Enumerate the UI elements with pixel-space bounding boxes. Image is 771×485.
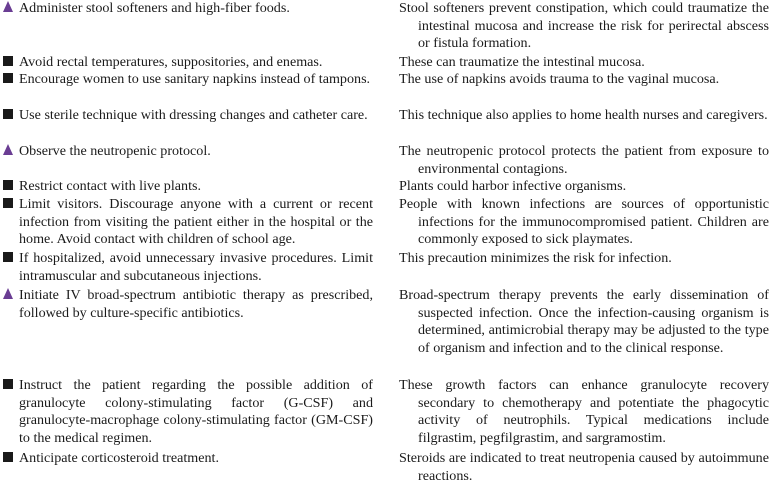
intervention-text: Anticipate corticosteroid treatment. — [19, 450, 219, 466]
rationale-text: Steroids are indicated to treat neutropenia caused by autoimmune reactions. — [399, 450, 769, 484]
square-bullet-icon — [3, 377, 19, 395]
rationale-text: Broad-spectrum therapy prevents the early dissemination of suspected infection. Once the infection-causing organism is determined, antimicrobial therapy may be adjusted to the type of organism and infection and to the clinical response. — [399, 287, 769, 356]
intervention-cell — [3, 287, 373, 322]
intervention-text: Instruct the patient regarding the possible addition of granulocyte colony-stimulating factor (G-CSF) and granulocyte-macrophage colony-stimulating factor (GM-CSF) to the medical regimen. — [19, 377, 373, 446]
rationale-cell — [399, 54, 769, 72]
rationale-text: These can traumatize the intestinal mucosa. — [399, 54, 645, 70]
rationale-text: People with known infections are sources of opportunistic infections for the immunocompromised patient. Children are commonly exposed to sick playmates. — [399, 196, 769, 247]
intervention-text: Limit visitors. Discourage anyone with a current or recent infection from visiting the patient either in the hospital or the home. Avoid contact with children of school age. — [19, 196, 373, 247]
intervention-text: Avoid rectal temperatures, suppositories, and enemas. — [19, 54, 323, 70]
rationale-text: The neutropenic protocol protects the patient from exposure to environmental contagions. — [399, 143, 769, 177]
triangle-bullet-icon — [3, 0, 19, 18]
rationale-text: This technique also applies to home health nurses and caregivers. — [399, 107, 768, 123]
intervention-cell — [3, 143, 373, 161]
rationale-text: This precaution minimizes the risk for infection. — [399, 250, 672, 266]
intervention-cell — [3, 377, 373, 447]
intervention-cell — [3, 178, 373, 196]
rationale-cell — [399, 107, 769, 125]
square-bullet-icon — [3, 71, 19, 89]
rationale-text: The use of napkins avoids trauma to the vaginal mucosa. — [399, 71, 720, 87]
rationale-cell — [399, 143, 769, 178]
triangle-bullet-icon — [3, 143, 19, 161]
square-bullet-icon — [3, 54, 19, 72]
intervention-cell — [3, 250, 373, 285]
rationale-text: Plants could harbor infective organisms. — [399, 178, 627, 194]
rationale-cell — [399, 377, 769, 447]
rationale-cell — [399, 196, 769, 249]
intervention-text: Restrict contact with live plants. — [19, 178, 202, 194]
intervention-cell — [3, 107, 373, 125]
intervention-cell — [3, 71, 373, 89]
rationale-cell — [399, 71, 769, 89]
rationale-text: These growth factors can enhance granulocyte recovery secondary to chemotherapy and potentiate the phagocytic activity of neutrophils. Typical medications include filgrastim, pegfilgrastim, and sargramostim. — [399, 377, 769, 446]
square-bullet-icon — [3, 250, 19, 268]
rationale-cell — [399, 287, 769, 357]
intervention-cell — [3, 196, 373, 249]
square-bullet-icon — [3, 450, 19, 468]
intervention-text: Encourage women to use sanitary napkins instead of tampons. — [19, 71, 371, 87]
square-bullet-icon — [3, 107, 19, 125]
triangle-bullet-icon — [3, 287, 19, 305]
rationale-cell — [399, 250, 769, 268]
square-bullet-icon — [3, 196, 19, 214]
intervention-cell — [3, 0, 373, 18]
intervention-text: Administer stool softeners and high-fiber foods. — [19, 0, 290, 16]
rationale-cell — [399, 0, 769, 53]
intervention-text: Use sterile technique with dressing changes and catheter care. — [19, 107, 368, 123]
rationale-cell — [399, 178, 769, 196]
intervention-text: Observe the neutropenic protocol. — [19, 143, 211, 159]
intervention-text: If hospitalized, avoid unnecessary invasive procedures. Limit intramuscular and subcutaneous injections. — [19, 250, 373, 284]
intervention-cell — [3, 54, 373, 72]
rationale-text: Stool softeners prevent constipation, which could traumatize the intestinal mucosa and increase the risk for perirectal abscess or fistula formation. — [399, 0, 769, 51]
rationale-cell — [399, 450, 769, 485]
intervention-text: Initiate IV broad-spectrum antibiotic therapy as prescribed, followed by culture-specific antibiotics. — [19, 287, 373, 321]
square-bullet-icon — [3, 178, 19, 196]
intervention-cell — [3, 450, 373, 468]
